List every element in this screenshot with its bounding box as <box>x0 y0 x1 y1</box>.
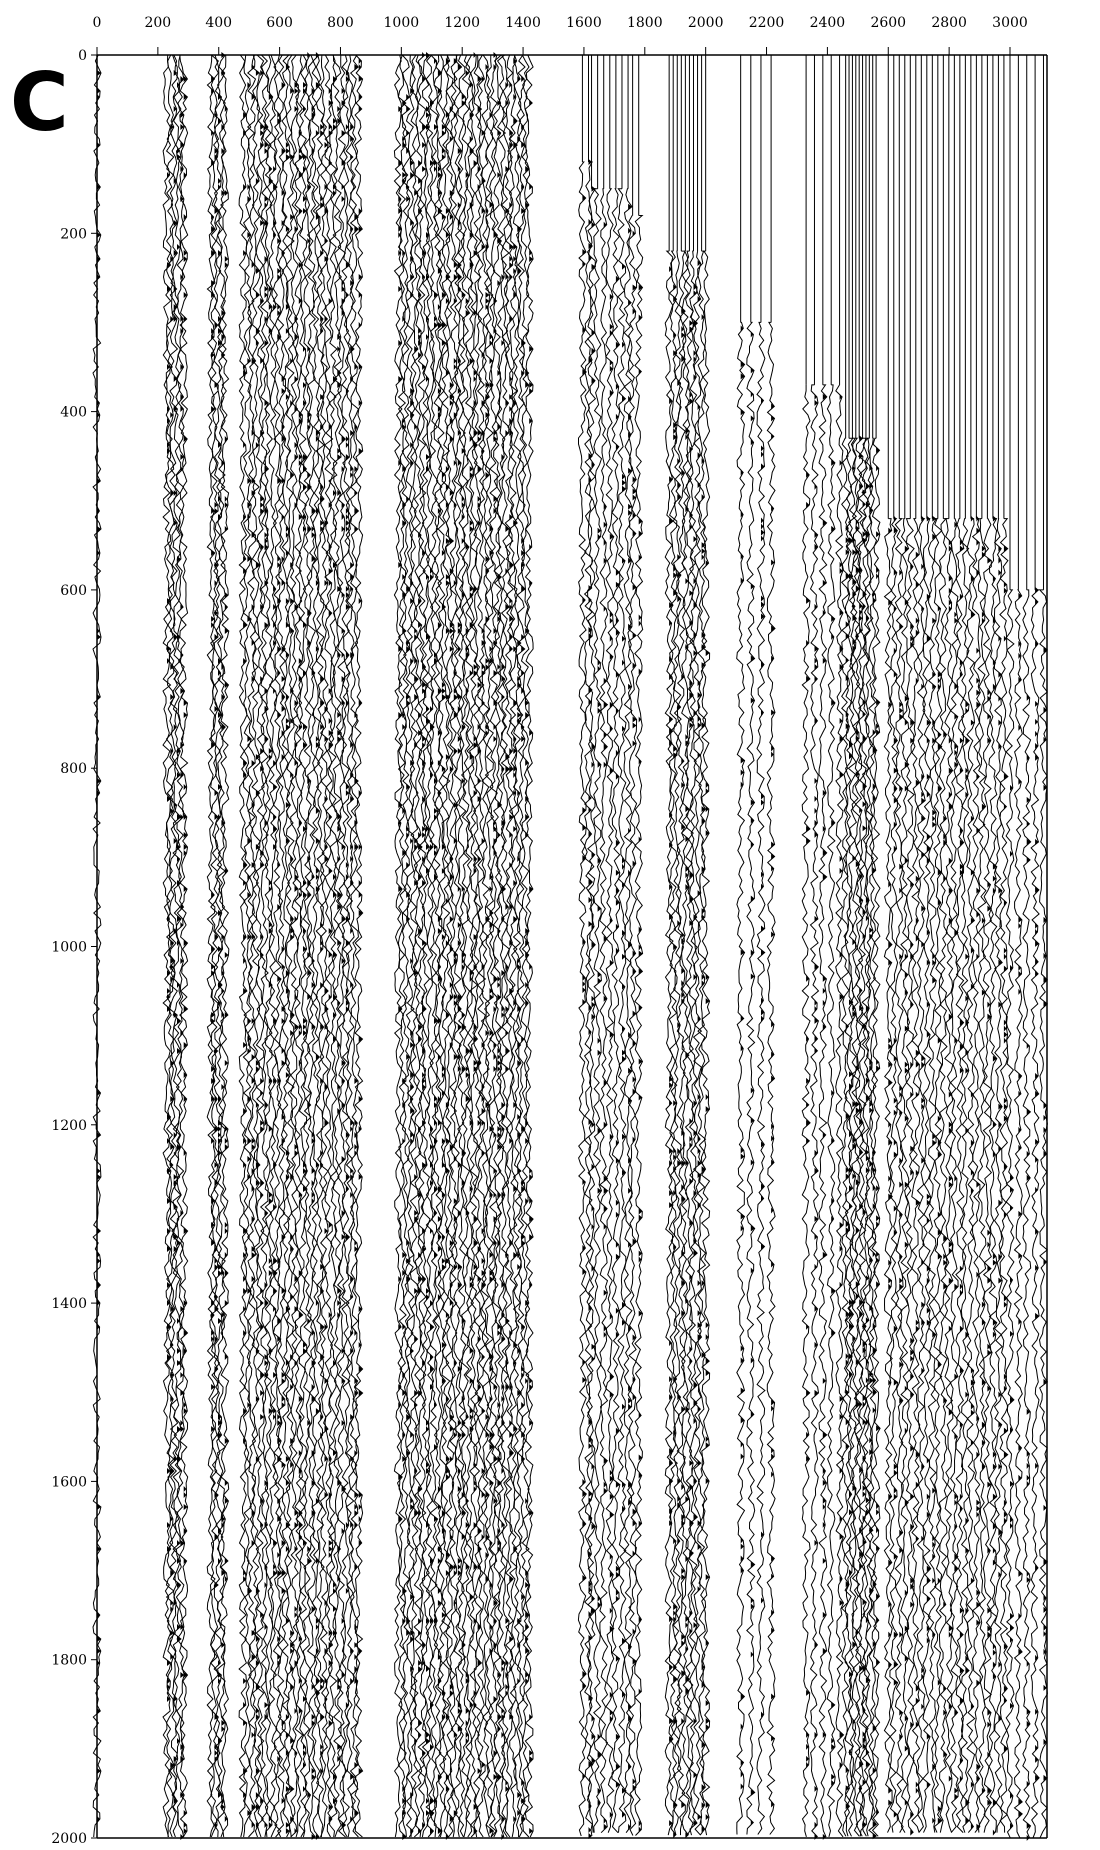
seismic-trace <box>917 519 925 1833</box>
trace-fill <box>831 460 835 1786</box>
seismic-trace <box>273 55 281 1837</box>
y-tick-label: 800 <box>60 761 87 778</box>
seismic-trace <box>207 55 215 1837</box>
trace-fill <box>269 94 273 1828</box>
seismic-trace <box>600 189 608 1833</box>
seismic-trace <box>747 322 755 1834</box>
trace-fill <box>866 483 870 1767</box>
seismic-trace <box>635 216 643 1836</box>
y-tick-label: 1400 <box>51 1296 87 1313</box>
y-tick-label: 600 <box>60 582 87 599</box>
y-tick-label: 200 <box>60 226 87 243</box>
seismic-trace <box>618 189 626 1833</box>
seismic-trace <box>1031 590 1039 1838</box>
seismic-trace <box>694 251 702 1835</box>
x-tick-label: 2400 <box>809 15 846 31</box>
seismic-trace <box>665 251 673 1835</box>
seismic-trace <box>325 55 333 1837</box>
x-tick-label: 1400 <box>505 15 541 31</box>
y-tick-label: 400 <box>60 404 87 421</box>
seismic-trace <box>845 438 853 1836</box>
trace-fill <box>529 100 533 1834</box>
seismic-trace <box>939 519 947 1833</box>
trace-fill <box>932 516 936 1824</box>
x-tick-label: 3000 <box>992 15 1028 31</box>
trace-fill <box>894 516 898 1818</box>
seismic-trace <box>394 55 402 1837</box>
x-tick-label: 2600 <box>870 15 907 31</box>
x-tick-label: 1800 <box>626 15 663 31</box>
seismic-trace <box>329 55 337 1837</box>
y-tick-label: 2000 <box>51 1831 87 1847</box>
trace-fill <box>450 106 454 1822</box>
trace-group <box>93 52 1047 1841</box>
seismic-trace <box>402 55 410 1837</box>
x-tick-label: 1200 <box>444 15 481 31</box>
trace-fill <box>916 552 920 1794</box>
seismic-trace <box>466 55 474 1837</box>
seismic-trace <box>827 385 835 1837</box>
x-tick-label: 200 <box>144 15 172 31</box>
y-ticks <box>51 48 97 1847</box>
seismic-trace <box>1040 590 1048 1838</box>
seismic-trace <box>239 55 247 1837</box>
seismic-trace <box>757 322 765 1834</box>
seismic-trace <box>978 519 986 1833</box>
x-tick-label: 2200 <box>748 15 785 31</box>
seismic-trace <box>406 55 414 1837</box>
x-tick-label: 1000 <box>383 15 420 31</box>
seismic-trace <box>811 385 819 1837</box>
seismic-trace <box>842 438 850 1836</box>
x-tick-label: 1600 <box>566 15 602 31</box>
trace-fill <box>876 447 880 1815</box>
seismic-trace <box>923 519 931 1833</box>
seismic-trace <box>950 519 958 1833</box>
seismic-trace <box>1023 590 1031 1838</box>
trace-fill <box>741 325 745 1789</box>
panel-label: C <box>10 56 69 149</box>
y-tick-label: 1200 <box>51 1117 87 1134</box>
seismic-trace <box>493 55 501 1837</box>
seismic-trace <box>629 216 637 1836</box>
seismic-trace <box>690 251 698 1835</box>
trace-fill <box>982 546 986 1794</box>
trace-fill <box>277 112 281 1762</box>
seismic-trace <box>612 189 620 1833</box>
seismic-trace <box>525 55 533 1837</box>
seismic-trace <box>265 55 273 1837</box>
seismic-trace <box>414 55 422 1837</box>
y-tick-label: 1000 <box>51 939 87 956</box>
x-tick-label: 2800 <box>931 15 967 31</box>
seismic-trace <box>578 162 586 1836</box>
seismic-trace <box>1000 519 1008 1833</box>
x-tick-label: 400 <box>205 15 233 31</box>
x-ticks <box>93 15 1028 55</box>
seismic-trace <box>673 251 681 1835</box>
y-tick-label: 0 <box>78 48 87 64</box>
x-tick-label: 600 <box>266 15 293 31</box>
seismic-trace <box>819 385 827 1837</box>
seismic-trace <box>737 322 745 1834</box>
x-tick-label: 2000 <box>687 15 724 31</box>
x-tick-label: 800 <box>327 15 354 31</box>
x-tick-label: 0 <box>92 15 102 31</box>
y-tick-label: 1600 <box>51 1474 87 1491</box>
y-tick-label: 1800 <box>51 1652 87 1669</box>
